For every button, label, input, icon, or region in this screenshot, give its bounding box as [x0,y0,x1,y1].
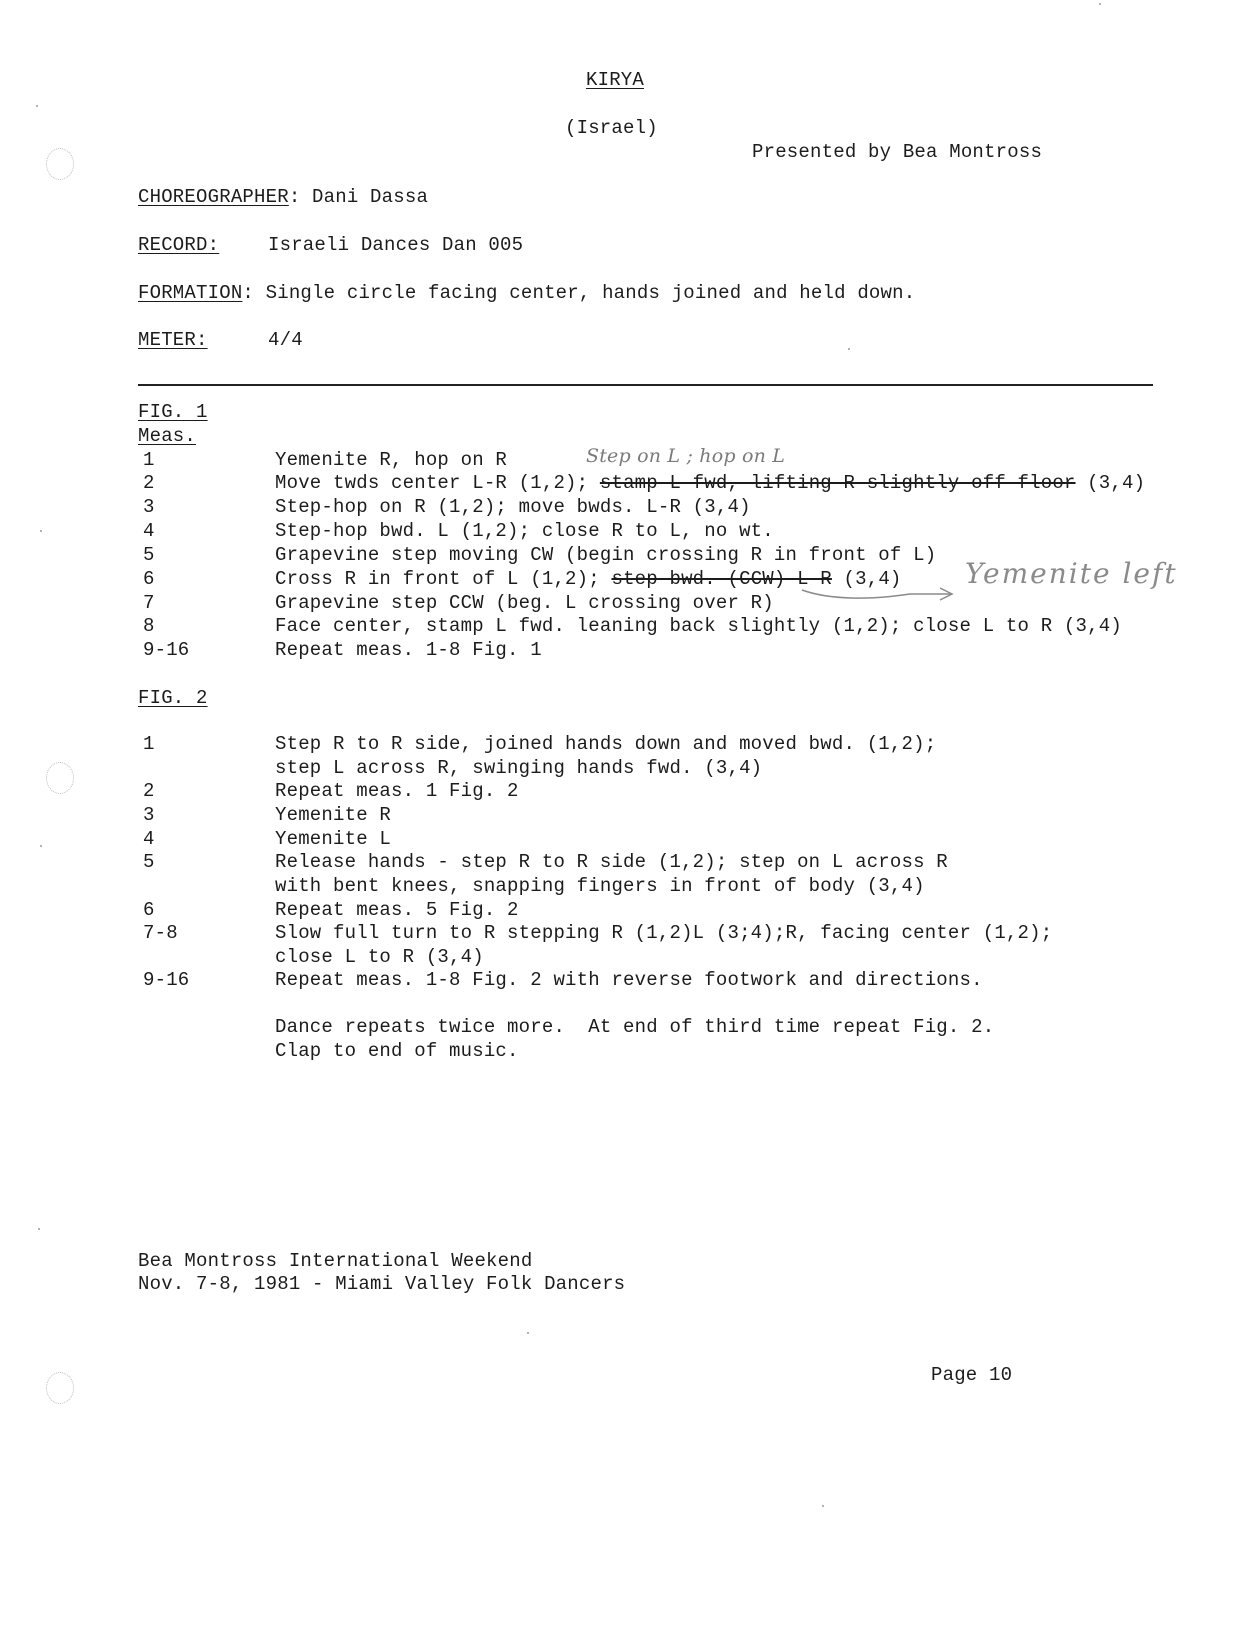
fig1-meas-num: 2 [143,472,155,494]
scan-speck [40,530,42,532]
record-label: RECORD [138,234,208,256]
fig2-heading: FIG. 2 [138,687,208,709]
fig2-meas-num: 9-16 [143,969,190,991]
fig2-meas-num: 3 [143,804,155,826]
fig2-meas-text: Slow full turn to R stepping R (1,2)L (3;4);R, facing center (1,2); [275,922,1053,944]
fig2-meas-text: with bent knees, snapping fingers in front of body (3,4) [275,875,925,897]
section-divider [138,384,1153,386]
dance-title: KIRYA [586,69,645,91]
fig2-meas-num: 1 [143,733,155,755]
choreographer-label: CHOREOGRAPHER [138,186,289,208]
presenter-line: Presented by Bea Montross [752,141,1043,163]
fig1-meas-text [275,471,1145,495]
punch-hole-top [46,148,74,180]
fig1-meas-num: 7 [143,592,155,614]
record-line [138,233,219,257]
fig1-heading: FIG. 1 [138,401,208,423]
fig2-meas-num: 5 [143,851,155,873]
meter-label: METER [138,329,197,351]
handwritten-arrow [800,578,960,608]
choreographer-line [138,185,428,209]
fig1-meas-text-struck: step bwd. (CCW) L-R [611,568,832,590]
dance-origin: (Israel) [565,117,658,139]
fig1-meas-text-struck: stamp L fwd, lifting R slightly off floor [599,472,1076,494]
fig1-meas-num: 3 [143,496,155,518]
page-number: Page 10 [931,1364,1013,1386]
scan-speck [38,1228,40,1230]
fig1-meas-text: Grapevine step CCW (beg. L crossing over R) [275,592,774,614]
scan-speck [36,105,38,107]
scan-speck [527,1332,529,1334]
fig2-meas-text: Yemenite L [275,828,392,850]
fig1-meas-num: 6 [143,568,155,590]
scan-speck [848,348,850,350]
fig1-meas-text: Yemenite R, hop on R [275,449,508,471]
fig1-meas-text: Face center, stamp L fwd. leaning back slightly (1,2); close L to R (3,4) [275,615,1122,637]
footer-event: Bea Montross International Weekend [138,1250,533,1272]
handwritten-note-yemenite-left: Yemenite left [965,557,1178,590]
fig1-meas-text: Repeat meas. 1-8 Fig. 1 [275,639,542,661]
fig1-meas-text: Step-hop bwd. L (1,2); close R to L, no wt. [275,520,774,542]
meter-line [138,328,208,352]
fig2-meas-num: 4 [143,828,155,850]
fig1-meas-text-tail: (3,4) [1087,472,1146,494]
formation-line [138,281,915,305]
fig2-meas-text: step L across R, swinging hands fwd. (3,4) [275,757,763,779]
punch-hole-bottom [46,1372,74,1404]
formation-value: : Single circle facing center, hands joined and held down. [242,282,916,304]
fig2-meas-text: Repeat meas. 1 Fig. 2 [275,780,519,802]
meter-colon: : [196,329,208,351]
scan-speck [40,845,42,847]
footer-date: Nov. 7-8, 1981 - Miami Valley Folk Dancers [138,1273,626,1295]
fig1-meas-num: 9-16 [143,639,190,661]
choreographer-value: : Dani Dassa [288,186,429,208]
fig1-meas-text: Grapevine step moving CW (begin crossing R in front of L) [275,544,937,566]
record-colon: : [207,234,220,256]
fig1-meas-num: 1 [143,449,155,471]
fig2-meas-text: Repeat meas. 1-8 Fig. 2 with reverse footwork and directions. [275,969,983,991]
closing-note: Dance repeats twice more. At end of third time repeat Fig. 2. [275,1016,995,1038]
fig1-meas-text-main: Move twds center L-R (1,2); [275,472,589,494]
formation-label: FORMATION [138,282,243,304]
scan-speck [1099,3,1101,5]
closing-note: Clap to end of music. [275,1040,519,1062]
scan-speck [822,1505,824,1507]
meas-label: Meas. [138,425,197,447]
fig1-meas-num: 5 [143,544,155,566]
punch-hole-middle [46,762,74,794]
fig2-meas-num: 2 [143,780,155,802]
handwritten-note-step-hop: Step on L ; hop on L [586,445,786,467]
fig2-meas-text: Release hands - step R to R side (1,2); step on L across R [275,851,948,873]
record-value: Israeli Dances Dan 005 [268,234,524,256]
fig2-meas-text: close L to R (3,4) [275,946,484,968]
fig1-meas-num: 4 [143,520,155,542]
fig2-meas-num: 7-8 [143,922,178,944]
fig2-meas-num: 6 [143,899,155,921]
fig1-meas-num: 8 [143,615,155,637]
fig2-meas-text: Step R to R side, joined hands down and moved bwd. (1,2); [275,733,937,755]
fig1-meas-text-main: Cross R in front of L (1,2); [275,568,600,590]
fig1-meas-text-tail: (3,4) [843,568,902,590]
fig2-meas-text: Repeat meas. 5 Fig. 2 [275,899,519,921]
meter-value: 4/4 [268,329,303,351]
fig1-meas-text: Step-hop on R (1,2); move bwds. L-R (3,4) [275,496,751,518]
fig2-meas-text: Yemenite R [275,804,392,826]
